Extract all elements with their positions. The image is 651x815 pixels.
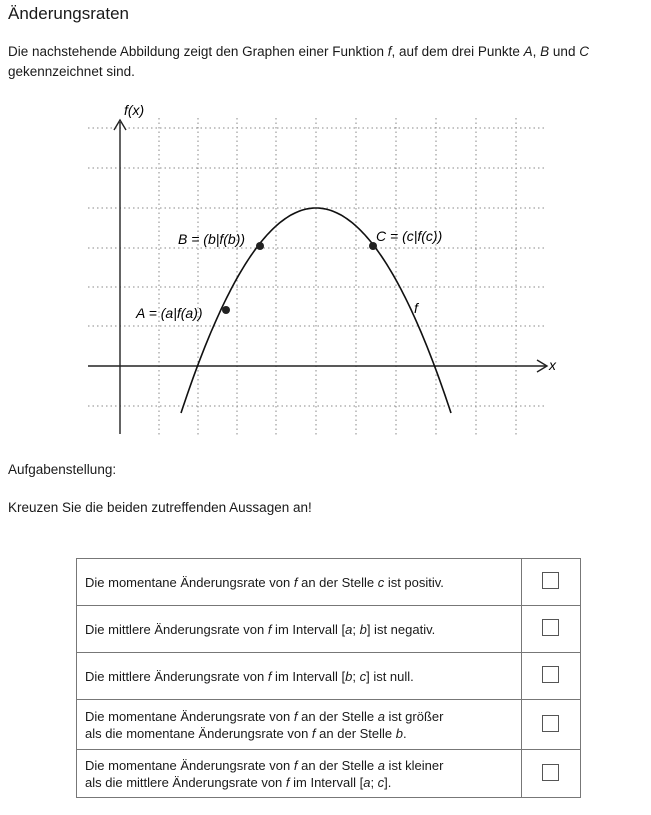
option-checkbox[interactable] [542, 666, 559, 683]
option-text: Die momentane Änderungsrate von f an der Stelle c ist positiv. [77, 559, 522, 606]
task-instruction: Kreuzen Sie die beiden zutreffenden Aussagen an! [8, 500, 312, 515]
option-text: Die mittlere Änderungsrate von f im Intervall [b; c] ist null. [77, 653, 522, 700]
option-checkbox[interactable] [542, 572, 559, 589]
task-heading: Aufgabenstellung: [8, 462, 117, 477]
option-checkbox[interactable] [542, 764, 559, 781]
option-text: Die momentane Änderungsrate von f an der Stelle a ist kleiner als die mittlere Änderungsrate von f im Intervall [a; c]. [77, 750, 522, 798]
point-a [222, 306, 230, 314]
option-row [77, 700, 581, 750]
option-checkbox-cell [521, 653, 580, 700]
x-axis-label: x [549, 357, 556, 373]
option-checkbox-cell [521, 700, 580, 750]
options-table [76, 558, 581, 798]
point-c-label: C = (c|f(c)) [376, 228, 443, 244]
curve-label: f [414, 300, 418, 316]
point-b [256, 242, 264, 250]
option-row [77, 653, 581, 700]
option-checkbox-cell [521, 606, 580, 653]
point-a-label: A = (a|f(a)) [136, 305, 203, 321]
option-text: Die momentane Änderungsrate von f an der Stelle a ist größer als die momentane Änderungsrate von f an der Stelle b. [77, 700, 522, 750]
option-row [77, 750, 581, 798]
y-axis-label: f(x) [124, 102, 145, 118]
option-checkbox[interactable] [542, 715, 559, 732]
option-row [77, 559, 581, 606]
grid [88, 118, 544, 436]
option-text: Die mittlere Änderungsrate von f im Intervall [a; b] ist negativ. [77, 606, 522, 653]
option-checkbox-cell [521, 750, 580, 798]
option-row [77, 606, 581, 653]
option-checkbox[interactable] [542, 619, 559, 636]
point-b-label: B = (b|f(b)) [178, 231, 246, 247]
page-title: Änderungsraten [8, 4, 129, 23]
intro-text: Die nachstehende Abbildung zeigt den Graphen einer Funktion f, auf dem drei Punkte A, B und C gekennzeichnet sind. [8, 44, 589, 79]
option-checkbox-cell [521, 559, 580, 606]
